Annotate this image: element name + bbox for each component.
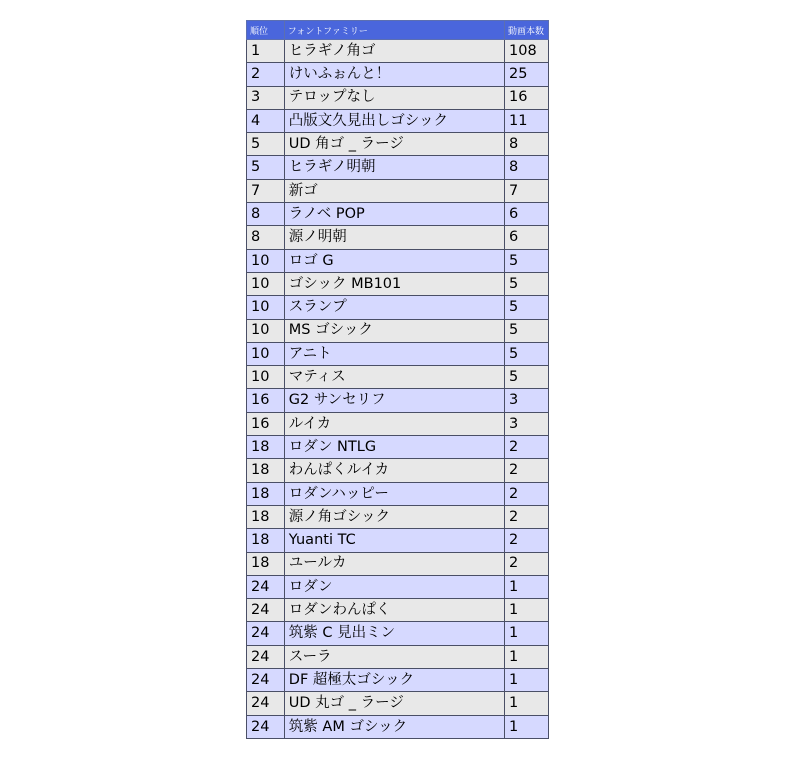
table-row <box>247 715 549 738</box>
rank-cell: 24 <box>247 575 285 598</box>
table-row <box>247 692 549 715</box>
video-count-cell: 5 <box>505 342 549 365</box>
table-body <box>247 40 549 739</box>
header-rank: 順位 <box>247 21 285 40</box>
font-family-cell: 筑紫 AM ゴシック <box>284 715 504 738</box>
header-video-count: 動画本数 <box>505 21 549 40</box>
rank-cell: 3 <box>247 86 285 109</box>
video-count-cell: 11 <box>505 109 549 132</box>
table-row <box>247 529 549 552</box>
font-family-cell: 新ゴ <box>284 179 504 202</box>
rank-cell: 7 <box>247 179 285 202</box>
rank-cell: 8 <box>247 203 285 226</box>
rank-cell: 10 <box>247 342 285 365</box>
rank-cell: 2 <box>247 63 285 86</box>
video-count-cell: 6 <box>505 226 549 249</box>
font-family-cell: ロダン NTLG <box>284 436 504 459</box>
video-count-cell: 1 <box>505 575 549 598</box>
video-count-cell: 5 <box>505 366 549 389</box>
table-row <box>247 366 549 389</box>
rank-cell: 18 <box>247 436 285 459</box>
rank-cell: 10 <box>247 319 285 342</box>
rank-cell: 10 <box>247 249 285 272</box>
table-row <box>247 296 549 319</box>
rank-cell: 10 <box>247 366 285 389</box>
video-count-cell: 3 <box>505 389 549 412</box>
video-count-cell: 5 <box>505 272 549 295</box>
video-count-cell: 5 <box>505 249 549 272</box>
video-count-cell: 2 <box>505 529 549 552</box>
font-family-cell: マティス <box>284 366 504 389</box>
font-family-cell: ヒラギノ角ゴ <box>284 40 504 63</box>
font-family-cell: MS ゴシック <box>284 319 504 342</box>
video-count-cell: 2 <box>505 552 549 575</box>
table-row <box>247 459 549 482</box>
table-row <box>247 342 549 365</box>
table-row <box>247 249 549 272</box>
table-row <box>247 389 549 412</box>
font-family-cell: スーラ <box>284 645 504 668</box>
font-family-cell: ラノベ POP <box>284 203 504 226</box>
font-family-cell: ヒラギノ明朝 <box>284 156 504 179</box>
table-row <box>247 319 549 342</box>
font-family-cell: ゴシック MB101 <box>284 272 504 295</box>
video-count-cell: 2 <box>505 482 549 505</box>
table-row <box>247 622 549 645</box>
video-count-cell: 5 <box>505 319 549 342</box>
rank-cell: 24 <box>247 669 285 692</box>
rank-cell: 18 <box>247 482 285 505</box>
video-count-cell: 8 <box>505 156 549 179</box>
video-count-cell: 25 <box>505 63 549 86</box>
video-count-cell: 3 <box>505 412 549 435</box>
rank-cell: 5 <box>247 133 285 156</box>
header-font-family: フォントファミリー <box>284 21 504 40</box>
font-family-cell: UD 角ゴ _ ラージ <box>284 133 504 156</box>
table-row <box>247 552 549 575</box>
rank-cell: 8 <box>247 226 285 249</box>
video-count-cell: 5 <box>505 296 549 319</box>
font-family-cell: わんぱくルイカ <box>284 459 504 482</box>
rank-cell: 24 <box>247 692 285 715</box>
video-count-cell: 8 <box>505 133 549 156</box>
table-row <box>247 436 549 459</box>
rank-cell: 24 <box>247 622 285 645</box>
font-family-cell: UD 丸ゴ _ ラージ <box>284 692 504 715</box>
rank-cell: 18 <box>247 529 285 552</box>
video-count-cell: 2 <box>505 436 549 459</box>
rank-cell: 24 <box>247 599 285 622</box>
video-count-cell: 1 <box>505 645 549 668</box>
font-ranking-table <box>246 20 549 739</box>
rank-cell: 18 <box>247 505 285 528</box>
font-family-cell: ロダン <box>284 575 504 598</box>
table-row <box>247 482 549 505</box>
table-row <box>247 599 549 622</box>
video-count-cell: 16 <box>505 86 549 109</box>
font-family-cell: テロップなし <box>284 86 504 109</box>
rank-cell: 18 <box>247 459 285 482</box>
table-row <box>247 505 549 528</box>
video-count-cell: 2 <box>505 505 549 528</box>
font-family-cell: G2 サンセリフ <box>284 389 504 412</box>
rank-cell: 5 <box>247 156 285 179</box>
table-row <box>247 272 549 295</box>
video-count-cell: 2 <box>505 459 549 482</box>
font-family-cell: 凸版文久見出しゴシック <box>284 109 504 132</box>
font-family-cell: Yuanti TC <box>284 529 504 552</box>
table-row <box>247 669 549 692</box>
font-family-cell: ロゴ G <box>284 249 504 272</box>
font-family-cell: ユールカ <box>284 552 504 575</box>
rank-cell: 4 <box>247 109 285 132</box>
rank-cell: 18 <box>247 552 285 575</box>
rank-cell: 24 <box>247 715 285 738</box>
table-row <box>247 109 549 132</box>
table-row <box>247 179 549 202</box>
rank-cell: 24 <box>247 645 285 668</box>
rank-cell: 16 <box>247 389 285 412</box>
video-count-cell: 7 <box>505 179 549 202</box>
video-count-cell: 1 <box>505 599 549 622</box>
video-count-cell: 1 <box>505 622 549 645</box>
font-family-cell: ルイカ <box>284 412 504 435</box>
table-row <box>247 575 549 598</box>
video-count-cell: 1 <box>505 715 549 738</box>
font-family-cell: 源ノ角ゴシック <box>284 505 504 528</box>
font-family-cell: けいふぉんと！ <box>284 63 504 86</box>
video-count-cell: 1 <box>505 669 549 692</box>
table-row <box>247 203 549 226</box>
table-row <box>247 226 549 249</box>
font-family-cell: アニト <box>284 342 504 365</box>
header-row <box>247 21 549 40</box>
table-header <box>247 21 549 40</box>
table-row <box>247 40 549 63</box>
font-family-cell: スランプ <box>284 296 504 319</box>
table-row <box>247 156 549 179</box>
video-count-cell: 108 <box>505 40 549 63</box>
font-family-cell: ロダンハッピー <box>284 482 504 505</box>
table-row <box>247 133 549 156</box>
table-row <box>247 645 549 668</box>
font-family-cell: ロダンわんぱく <box>284 599 504 622</box>
table-row <box>247 86 549 109</box>
rank-cell: 10 <box>247 296 285 319</box>
video-count-cell: 6 <box>505 203 549 226</box>
font-family-cell: DF 超極太ゴシック <box>284 669 504 692</box>
table-row <box>247 63 549 86</box>
font-family-cell: 筑紫 C 見出ミン <box>284 622 504 645</box>
rank-cell: 1 <box>247 40 285 63</box>
font-family-cell: 源ノ明朝 <box>284 226 504 249</box>
table-row <box>247 412 549 435</box>
rank-cell: 16 <box>247 412 285 435</box>
video-count-cell: 1 <box>505 692 549 715</box>
rank-cell: 10 <box>247 272 285 295</box>
